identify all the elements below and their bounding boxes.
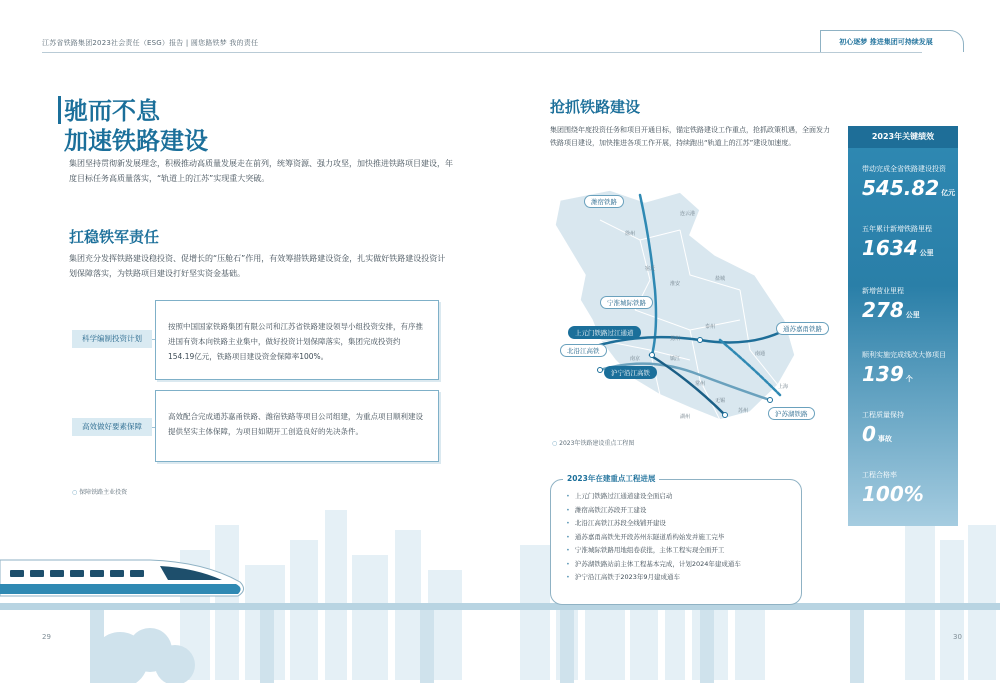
city-label: 镇江 <box>670 356 681 362</box>
province-shape <box>555 190 795 420</box>
bullet-icon: • <box>566 573 570 581</box>
city-label: 南通 <box>755 351 766 357</box>
running-header-left: 江苏省铁路集团2023社会责任（ESG）报告 | 圆您路铁梦 我的责任 <box>42 39 259 47</box>
block-label-investment: 科学编制投资计划 <box>72 330 152 348</box>
city-label: 上海 <box>778 384 789 390</box>
kpi-value <box>862 236 934 260</box>
list-item <box>566 531 796 545</box>
block-text-investment: 按照中国国家铁路集团有限公司和江苏省铁路建设领导小组投资安排，有序推进国有资本向铁路主业集中，做好投资计划保障落实，集团完成投资约154.19亿元，铁路项目建设资金保障率100%。 <box>155 300 439 380</box>
city-label: 宿迁 <box>645 266 656 272</box>
map-tag-weisu: 潍宿铁路 <box>584 195 624 208</box>
city-label: 苏州 <box>738 408 749 414</box>
section-paragraph-right: 集团围绕年度投资任务和项目开通目标，锚定铁路建设工作重点，抢抓政策机遇，全面发力铁路项目建设，加快推进各项工作开展，持续跑出“轨道上的江苏”建设加速度。 <box>550 126 830 147</box>
page-title-line-2: 加速铁路建设 <box>64 127 208 155</box>
project-text: 沪宁沿江高铁于2023年9月建成通车 <box>574 573 681 581</box>
project-text: 通苏嘉甬高铁先开段苏州东隧道盾构始发并施工完毕 <box>574 532 725 541</box>
header-divider <box>42 52 922 53</box>
list-item <box>566 558 796 572</box>
bullet-icon: • <box>566 559 570 568</box>
page-title-line-1: 驰而不息 <box>64 97 160 125</box>
list-item <box>566 504 796 518</box>
block-label-elements: 高效做好要素保障 <box>72 418 152 436</box>
kpi-unit: 公里 <box>919 249 934 257</box>
list-item <box>566 571 796 585</box>
map-caption-text: 2023年铁路建设重点工程图 <box>559 440 635 447</box>
map-tag-husuhu: 沪苏湖铁路 <box>768 407 815 420</box>
section-title-left: 扛稳铁军责任 <box>69 228 160 246</box>
kpi-unit: 个 <box>905 375 913 383</box>
project-text: 宁淮城际铁路用地组卷获批，主体工程实现全面开工 <box>574 546 725 554</box>
running-header-right: 初心逐梦 推进集团可持续发展 <box>839 38 933 46</box>
city-label: 盐城 <box>715 276 726 282</box>
intro-paragraph: 集团坚持贯彻新发展理念，积极推动高质量发展走在前列，统筹资源、强力攻坚，加快推进铁路项目建设，年度目标任务高质量落实，“轨道上的江苏”实现重大突破。 <box>69 159 453 183</box>
kpi-number: 278 <box>862 298 904 322</box>
caption-text: 保障铁路主业投资 <box>79 489 128 496</box>
kpi-unit: 事故 <box>877 435 892 443</box>
map-tag-beiyanjiang: 北沿江高铁 <box>560 344 607 357</box>
kpi-label: 五年累计新增铁路里程 <box>862 225 932 233</box>
city-label: 扬州 <box>670 336 681 342</box>
kpi-label: 顺利实施完成线改大修项目 <box>862 351 946 359</box>
kpi-value <box>862 362 913 386</box>
bullet-icon: • <box>566 519 570 527</box>
bullet-icon: • <box>566 505 570 514</box>
list-item <box>566 544 796 558</box>
kpi-number: 545.82 <box>862 176 940 200</box>
bullet-icon: • <box>566 546 570 554</box>
kpi-value <box>862 422 892 446</box>
city-label: 连云港 <box>680 211 696 217</box>
city-label: 南京 <box>630 356 641 362</box>
city-label: 无锡 <box>715 398 726 404</box>
kpi-value <box>862 176 955 200</box>
caption-bullet-icon: ○ <box>72 489 80 496</box>
city-label: 徐州 <box>625 231 636 237</box>
section-paragraph-left: 集团充分发挥铁路建设稳投资、促增长的“压舱石”作用，有效筹措铁路建设资金，扎实做好铁路建设投资计划保障落实，为铁路项目建设打好坚实资金基础。 <box>69 254 446 278</box>
map-tag-huningyanjiang: 沪宁沿江高铁 <box>604 366 657 379</box>
map-caption <box>552 438 634 447</box>
caption-bullet-icon: ○ <box>552 440 560 447</box>
project-text: 潍宿高铁江苏段开工建设 <box>574 505 647 514</box>
jiangsu-railway-map <box>540 180 800 430</box>
project-text: 北沿江高铁江苏段全线铺开建设 <box>574 519 666 527</box>
kpi-label: 工程质量保持 <box>862 411 904 419</box>
map-tag-shangyuanmen: 上元门铁路过江通道 <box>568 326 641 339</box>
kpi-label: 带动完成全省铁路建设投资 <box>862 165 946 173</box>
list-item <box>566 517 796 531</box>
title-accent-bar <box>58 96 61 124</box>
kpi-title: 2023年关键绩效 <box>848 126 958 148</box>
project-text: 上元门铁路过江通道建设全面启动 <box>574 492 673 500</box>
section-title-right: 抢抓铁路建设 <box>550 98 641 116</box>
city-label: 常州 <box>695 381 706 387</box>
kpi-number: 1634 <box>862 236 918 260</box>
kpi-number: 100% <box>862 482 924 506</box>
page-number-right: 30 <box>953 633 962 641</box>
project-text: 沪苏湖铁路站前主体工程基本完成，计划2024年建成通车 <box>574 559 741 568</box>
city-label: 淮安 <box>670 281 681 287</box>
bullet-icon: • <box>566 492 570 500</box>
kpi-label: 工程合格率 <box>862 471 897 479</box>
page-number-left: 29 <box>42 633 51 641</box>
page-title <box>64 96 384 156</box>
kpi-unit: 亿元 <box>941 189 956 197</box>
kpi-value <box>862 298 920 322</box>
tree-shapes <box>92 628 195 683</box>
bridge-deck <box>0 603 1000 610</box>
projects-list <box>566 490 796 585</box>
city-label: 泰州 <box>705 324 716 330</box>
projects-title: 2023年在建重点工程进展 <box>563 473 659 484</box>
map-tag-ninghuai: 宁淮城际铁路 <box>600 296 653 309</box>
map-tag-tongsujiayong: 通苏嘉甬铁路 <box>776 322 829 335</box>
kpi-label: 新增营业里程 <box>862 287 904 295</box>
bullet-icon: • <box>566 532 570 541</box>
kpi-number: 139 <box>862 362 904 386</box>
block-text-elements: 高效配合完成通苏嘉甬铁路、潍宿铁路等项目公司组建，为重点项目顺利建设提供坚实主体保障，为项目如期开工创造良好的先决条件。 <box>155 390 439 462</box>
kpi-value <box>862 482 926 506</box>
city-label: 湖州 <box>680 414 691 420</box>
list-item <box>566 490 796 504</box>
kpi-unit: 公里 <box>905 311 920 319</box>
kpi-number: 0 <box>862 422 876 446</box>
